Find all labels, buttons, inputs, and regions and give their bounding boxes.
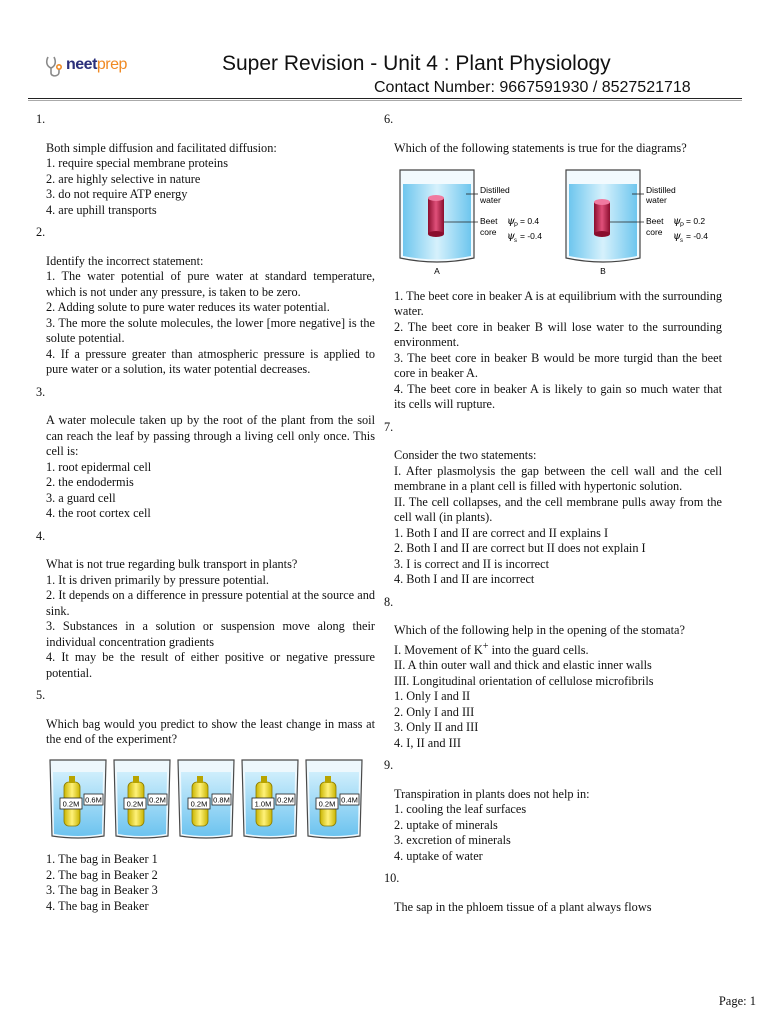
option: 1. Both I and II are correct and II explains I xyxy=(394,525,609,540)
question-number: 6. xyxy=(384,112,394,126)
beaker-3 xyxy=(178,760,234,838)
question-stem: Which of the following statements is true for the diagrams? xyxy=(394,140,687,155)
bag-label: 1.0M xyxy=(254,799,272,808)
option: 3. I is correct and II is incorrect xyxy=(394,556,550,571)
solution-label: 0.4M xyxy=(341,795,358,804)
option: 2. Adding solute to pure water reduces its water potential. xyxy=(46,300,330,314)
svg-text:P: P xyxy=(514,223,519,229)
option: 2. The beet core in beaker B will lose water to the surrounding environment. xyxy=(394,319,722,349)
option: 2. Only I and III xyxy=(394,704,475,719)
beet-core-figure xyxy=(394,164,722,281)
page-title: Super Revision - Unit 4 : Plant Physiology xyxy=(222,52,611,75)
option: 3. The beet core in beaker B would be more turgid than the beet core in beaker A. xyxy=(394,350,722,380)
svg-text:s: s xyxy=(514,238,517,244)
psi-s-value: = -0.4 xyxy=(686,231,708,241)
svg-text:P: P xyxy=(680,223,685,229)
question-number: 3. xyxy=(36,384,46,399)
label-core: core xyxy=(480,227,497,237)
option: 1. The water potential of pure water at standard temperature, which is not under any pressure, is taken to be zero. xyxy=(46,269,375,299)
option: 4. I, II and III xyxy=(394,735,461,750)
left-column xyxy=(36,112,375,921)
stethoscope-icon xyxy=(44,55,66,79)
option: 1. require special membrane proteins xyxy=(46,156,228,170)
beaker-b xyxy=(566,170,708,276)
option: 1. The beet core in beaker A is at equilibrium with the surrounding water. xyxy=(394,288,722,318)
option: 2. the endodermis xyxy=(46,475,134,489)
option: 2. It depends on a difference in pressure potential at the source and sink. xyxy=(46,588,375,618)
question-10 xyxy=(384,871,722,915)
bag-label: 0.2M xyxy=(126,799,144,808)
label-beet: Beet xyxy=(480,216,498,226)
option: 4. If a pressure greater than atmospheric pressure is applied to pure water or a solution, its water potential decreases. xyxy=(46,346,375,376)
label-distilled: Distilled xyxy=(646,185,676,195)
solution-label: 0.2M xyxy=(277,795,294,804)
beaker-a xyxy=(400,170,542,276)
label-water: water xyxy=(480,195,501,205)
question-number: 9. xyxy=(384,758,394,773)
question-stem: Which bag would you predict to show the least change in mass at the end of the experiment? xyxy=(46,716,375,746)
option: 2. uptake of minerals xyxy=(394,817,498,832)
question-stem: Identify the incorrect statement: xyxy=(46,253,204,268)
question-1 xyxy=(36,112,375,218)
question-number: 2. xyxy=(36,225,46,239)
beaker-1 xyxy=(50,760,106,838)
question-stem: Consider the two statements: xyxy=(394,448,537,462)
question-number: 8. xyxy=(384,594,394,609)
question-stem: A water molecule taken up by the root of the plant from the soil can reach the leaf by passing through a living cell only once. This cell is: xyxy=(46,413,375,458)
logo-text-prep: prep xyxy=(96,56,127,73)
beaker-label: B xyxy=(600,266,606,276)
bag-label: 0.2M xyxy=(318,799,336,808)
question-3 xyxy=(36,385,375,522)
option: 4. uptake of water xyxy=(394,848,483,863)
svg-text:ψ: ψ xyxy=(507,216,515,227)
header-divider-secondary xyxy=(28,100,742,101)
contact-number: Contact Number: 9667591930 / 8527521718 xyxy=(374,79,691,96)
beaker-label: A xyxy=(434,266,440,276)
beaker-bags-figure xyxy=(46,756,375,845)
page-header xyxy=(0,0,768,100)
option: 3. Substances in a solution or suspension move along their individual concentration gradients xyxy=(46,619,375,649)
question-5 xyxy=(36,688,375,914)
option: 2. Both I and II are correct but II does not explain I xyxy=(394,541,646,555)
label-core: core xyxy=(646,227,663,237)
solution-label: 0.2M xyxy=(149,795,166,804)
psi-p-value: = 0.4 xyxy=(520,216,540,226)
label-beet: Beet xyxy=(646,216,664,226)
statement: I. After plasmolysis the gap between the cell wall and the cell membrane in a plant cell is filled with hypertonic solution. xyxy=(394,463,722,493)
psi-s-value: = -0.4 xyxy=(520,231,542,241)
option: 3. do not require ATP energy xyxy=(46,187,188,201)
option: 1. root epidermal cell xyxy=(46,459,152,474)
option: 3. a guard cell xyxy=(46,490,116,505)
statement: III. Longitudinal orientation of cellulose microfibrils xyxy=(394,673,654,688)
neetprep-logo xyxy=(44,55,127,79)
question-6 xyxy=(384,112,722,413)
solution-label: 0.8M xyxy=(213,795,230,804)
option: 4. The beet core in beaker A is likely to gain so much water that its cells will rupture. xyxy=(394,381,722,411)
option: 1. The bag in Beaker 1 xyxy=(46,852,158,866)
header-divider xyxy=(28,98,742,99)
beet-core-svg xyxy=(394,164,720,276)
option: 4. are uphill transports xyxy=(46,202,157,217)
option: 4. Both I and II are incorrect xyxy=(394,572,535,586)
svg-text:ψ: ψ xyxy=(507,231,515,242)
question-4 xyxy=(36,529,375,682)
svg-text:ψ: ψ xyxy=(673,216,681,227)
question-stem: Both simple diffusion and facilitated diffusion: xyxy=(46,140,277,155)
question-number: 5. xyxy=(36,688,46,702)
option: 3. excretion of minerals xyxy=(394,833,511,848)
question-stem: Transpiration in plants does not help in: xyxy=(394,786,590,801)
question-number: 1. xyxy=(36,112,46,126)
statement: II. The cell collapses, and the cell membrane pulls away from the cell wall (in plants). xyxy=(394,494,722,524)
svg-text:ψ: ψ xyxy=(673,231,681,242)
option: 4. It may be the result of either positive or negative pressure potential. xyxy=(46,650,375,680)
option: 4. the root cortex cell xyxy=(46,506,151,520)
question-9 xyxy=(384,758,722,864)
bag-label: 0.2M xyxy=(190,799,208,808)
option: 3. Only II and III xyxy=(394,720,479,735)
option: 2. The bag in Beaker 2 xyxy=(46,867,158,882)
page-number: Page: 1 xyxy=(718,994,756,1008)
beaker-2 xyxy=(114,760,170,838)
statement: II. A thin outer wall and thick and elastic inner walls xyxy=(394,658,652,673)
question-stem: The sap in the phloem tissue of a plant always flows xyxy=(394,899,652,914)
option: 1. Only I and II xyxy=(394,689,471,704)
statement: I. Movement of K+ into the guard cells. xyxy=(394,640,589,657)
psi-p-value: = 0.2 xyxy=(686,216,706,226)
option: 2. are highly selective in nature xyxy=(46,171,201,186)
bag-label: 0.2M xyxy=(62,799,80,808)
beaker-4 xyxy=(242,760,298,838)
question-number: 7. xyxy=(384,419,394,434)
question-7 xyxy=(384,420,722,588)
svg-text:s: s xyxy=(680,238,683,244)
option: 1. cooling the leaf surfaces xyxy=(394,802,527,817)
option: 3. The bag in Beaker 3 xyxy=(46,883,158,897)
option: 1. It is driven primarily by pressure potential. xyxy=(46,572,270,587)
right-column xyxy=(384,112,722,922)
option: 4. The bag in Beaker xyxy=(46,898,149,913)
question-stem: What is not true regarding bulk transport in plants? xyxy=(46,557,298,571)
question-2 xyxy=(36,225,375,378)
label-water: water xyxy=(646,195,667,205)
beaker-bags-svg xyxy=(46,756,364,840)
option: 3. The more the solute molecules, the lower [more negative] is the solute potential. xyxy=(46,315,375,345)
beaker-5 xyxy=(306,760,362,838)
label-distilled: Distilled xyxy=(480,185,510,195)
solution-label: 0.6M xyxy=(85,795,102,804)
logo-text-neet: neet xyxy=(66,56,97,73)
question-number: 10. xyxy=(384,871,400,886)
question-8 xyxy=(384,595,722,752)
question-stem: Which of the following help in the opening of the stomata? xyxy=(394,623,685,637)
question-number: 4. xyxy=(36,528,46,543)
